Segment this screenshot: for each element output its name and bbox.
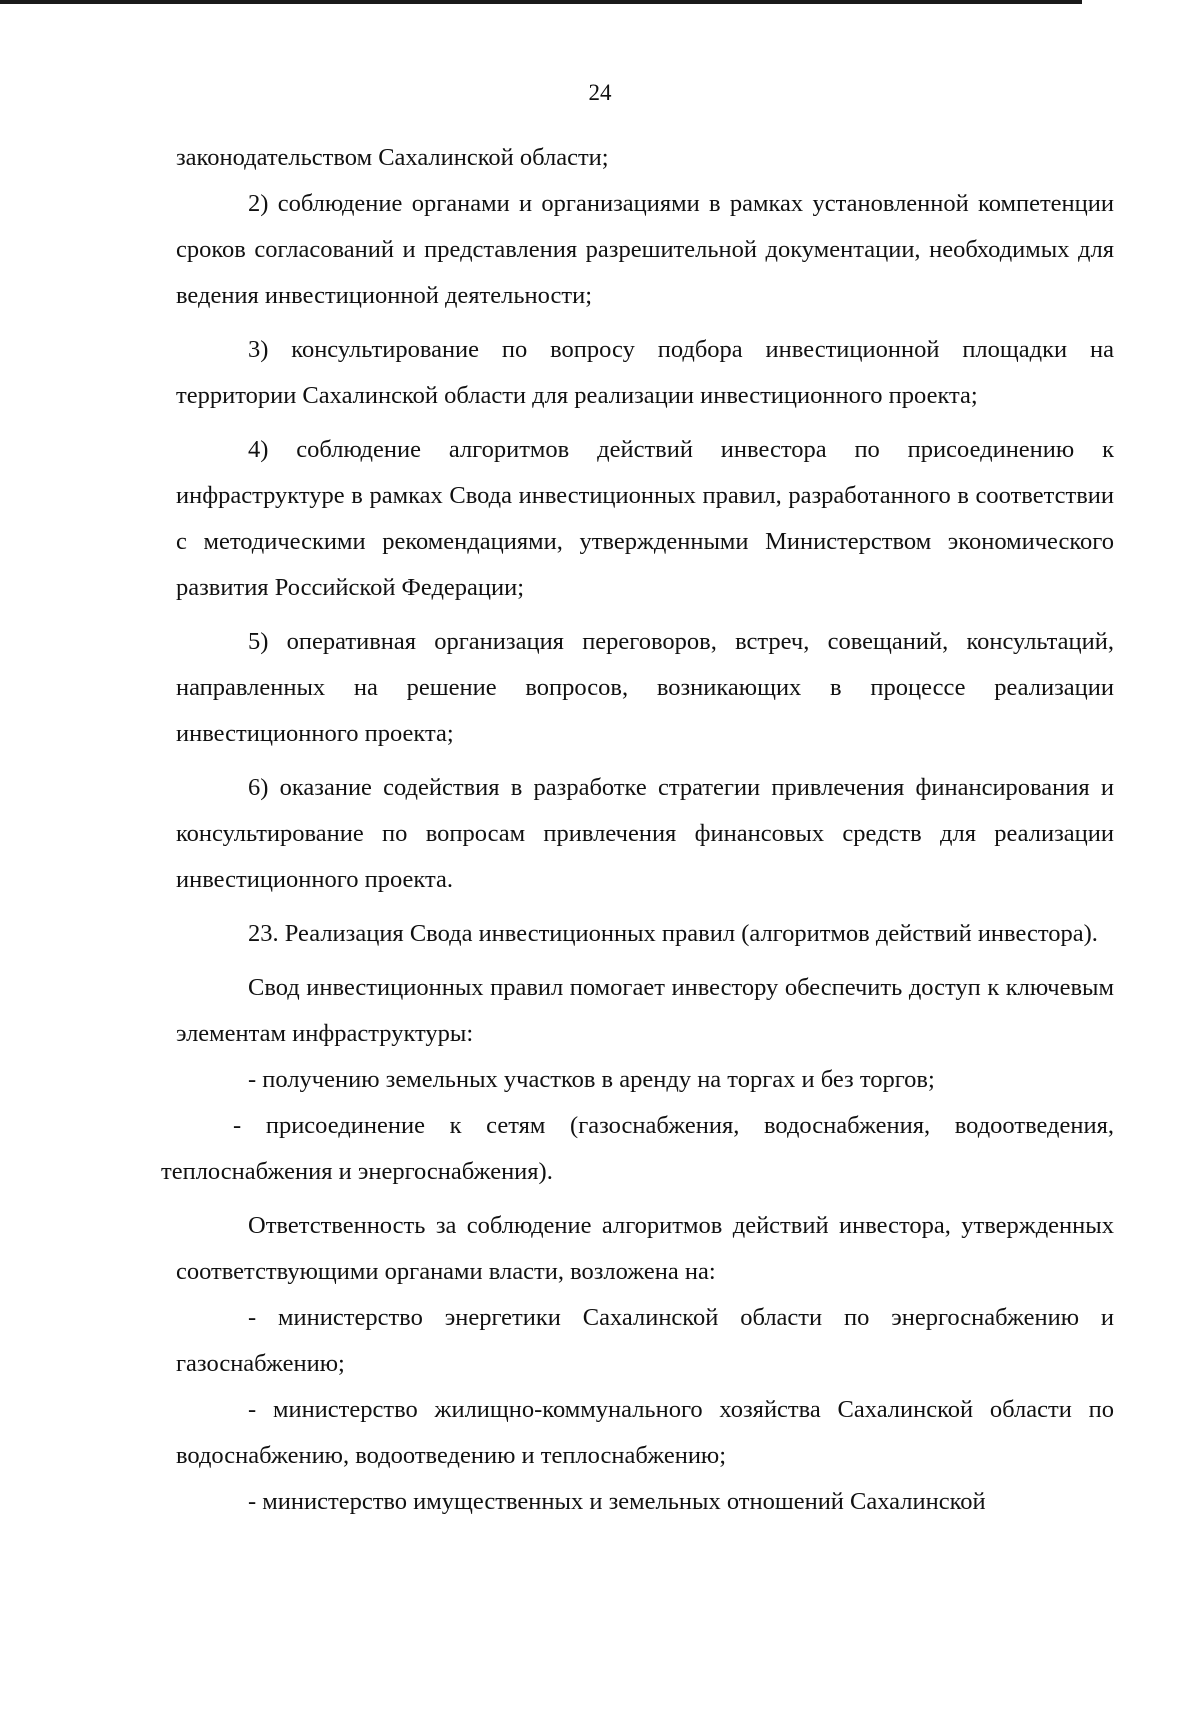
paragraph-responsibility: Ответственность за соблюдение алгоритмов действий инвестора, утвержденных соответствующими органами власти, возложена на: <box>176 1212 1114 1285</box>
bullet-network-connection: - присоединение к сетям (газоснабжения, водоснабжения, водоотведения, теплоснабжения и энергоснабжения). <box>161 1112 1114 1185</box>
paragraph-investment-rules: Свод инвестиционных правил помогает инвестору обеспечить доступ к ключевым элементам инфраструктуры: <box>176 974 1114 1047</box>
bullet-land-plots: - получению земельных участков в аренду на торгах и без торгов; <box>248 1066 935 1093</box>
list-item-3: 3) консультирование по вопросу подбора инвестиционной площадки на территории Сахалинской области для реализации инвестиционного проекта; <box>176 336 1114 409</box>
bullet-ministry-housing: - министерство жилищно-коммунального хозяйства Сахалинской области по водоснабжению, водоотведению и теплоснабжению; <box>176 1396 1114 1469</box>
list-item-2: 2) соблюдение органами и организациями в рамках установленной компетенции сроков согласований и представления разрешительной документации, необходимых для ведения инвестиционной деятельности; <box>176 190 1114 309</box>
bullet-ministry-energy: - министерство энергетики Сахалинской области по энергоснабжению и газоснабжению; <box>176 1304 1114 1377</box>
paragraph-continuation: законодательством Сахалинской области; <box>176 144 609 171</box>
scan-top-edge-line <box>0 0 1082 4</box>
page-number: 24 <box>588 80 612 105</box>
list-item-4: 4) соблюдение алгоритмов действий инвестора по присоединению к инфраструктуре в рамках Свода инвестиционных правил, разработанного в соответствии с методическими рекомендациями, утвержденными Министерством экономического развития Российской Федерации; <box>176 436 1114 601</box>
list-item-6: 6) оказание содействия в разработке стратегии привлечения финансирования и консультирование по вопросам привлечения финансовых средств для реализации инвестиционного проекта. <box>176 774 1114 893</box>
bullet-ministry-property: - министерство имущественных и земельных отношений Сахалинской <box>248 1488 986 1515</box>
section-23-heading: 23. Реализация Свода инвестиционных правил (алгоритмов действий инвестора). <box>248 920 1098 947</box>
document-body <box>161 135 1114 1525</box>
list-item-5: 5) оперативная организация переговоров, встреч, совещаний, консультаций, направленных на решение вопросов, возникающих в процессе реализации инвестиционного проекта; <box>176 628 1114 747</box>
